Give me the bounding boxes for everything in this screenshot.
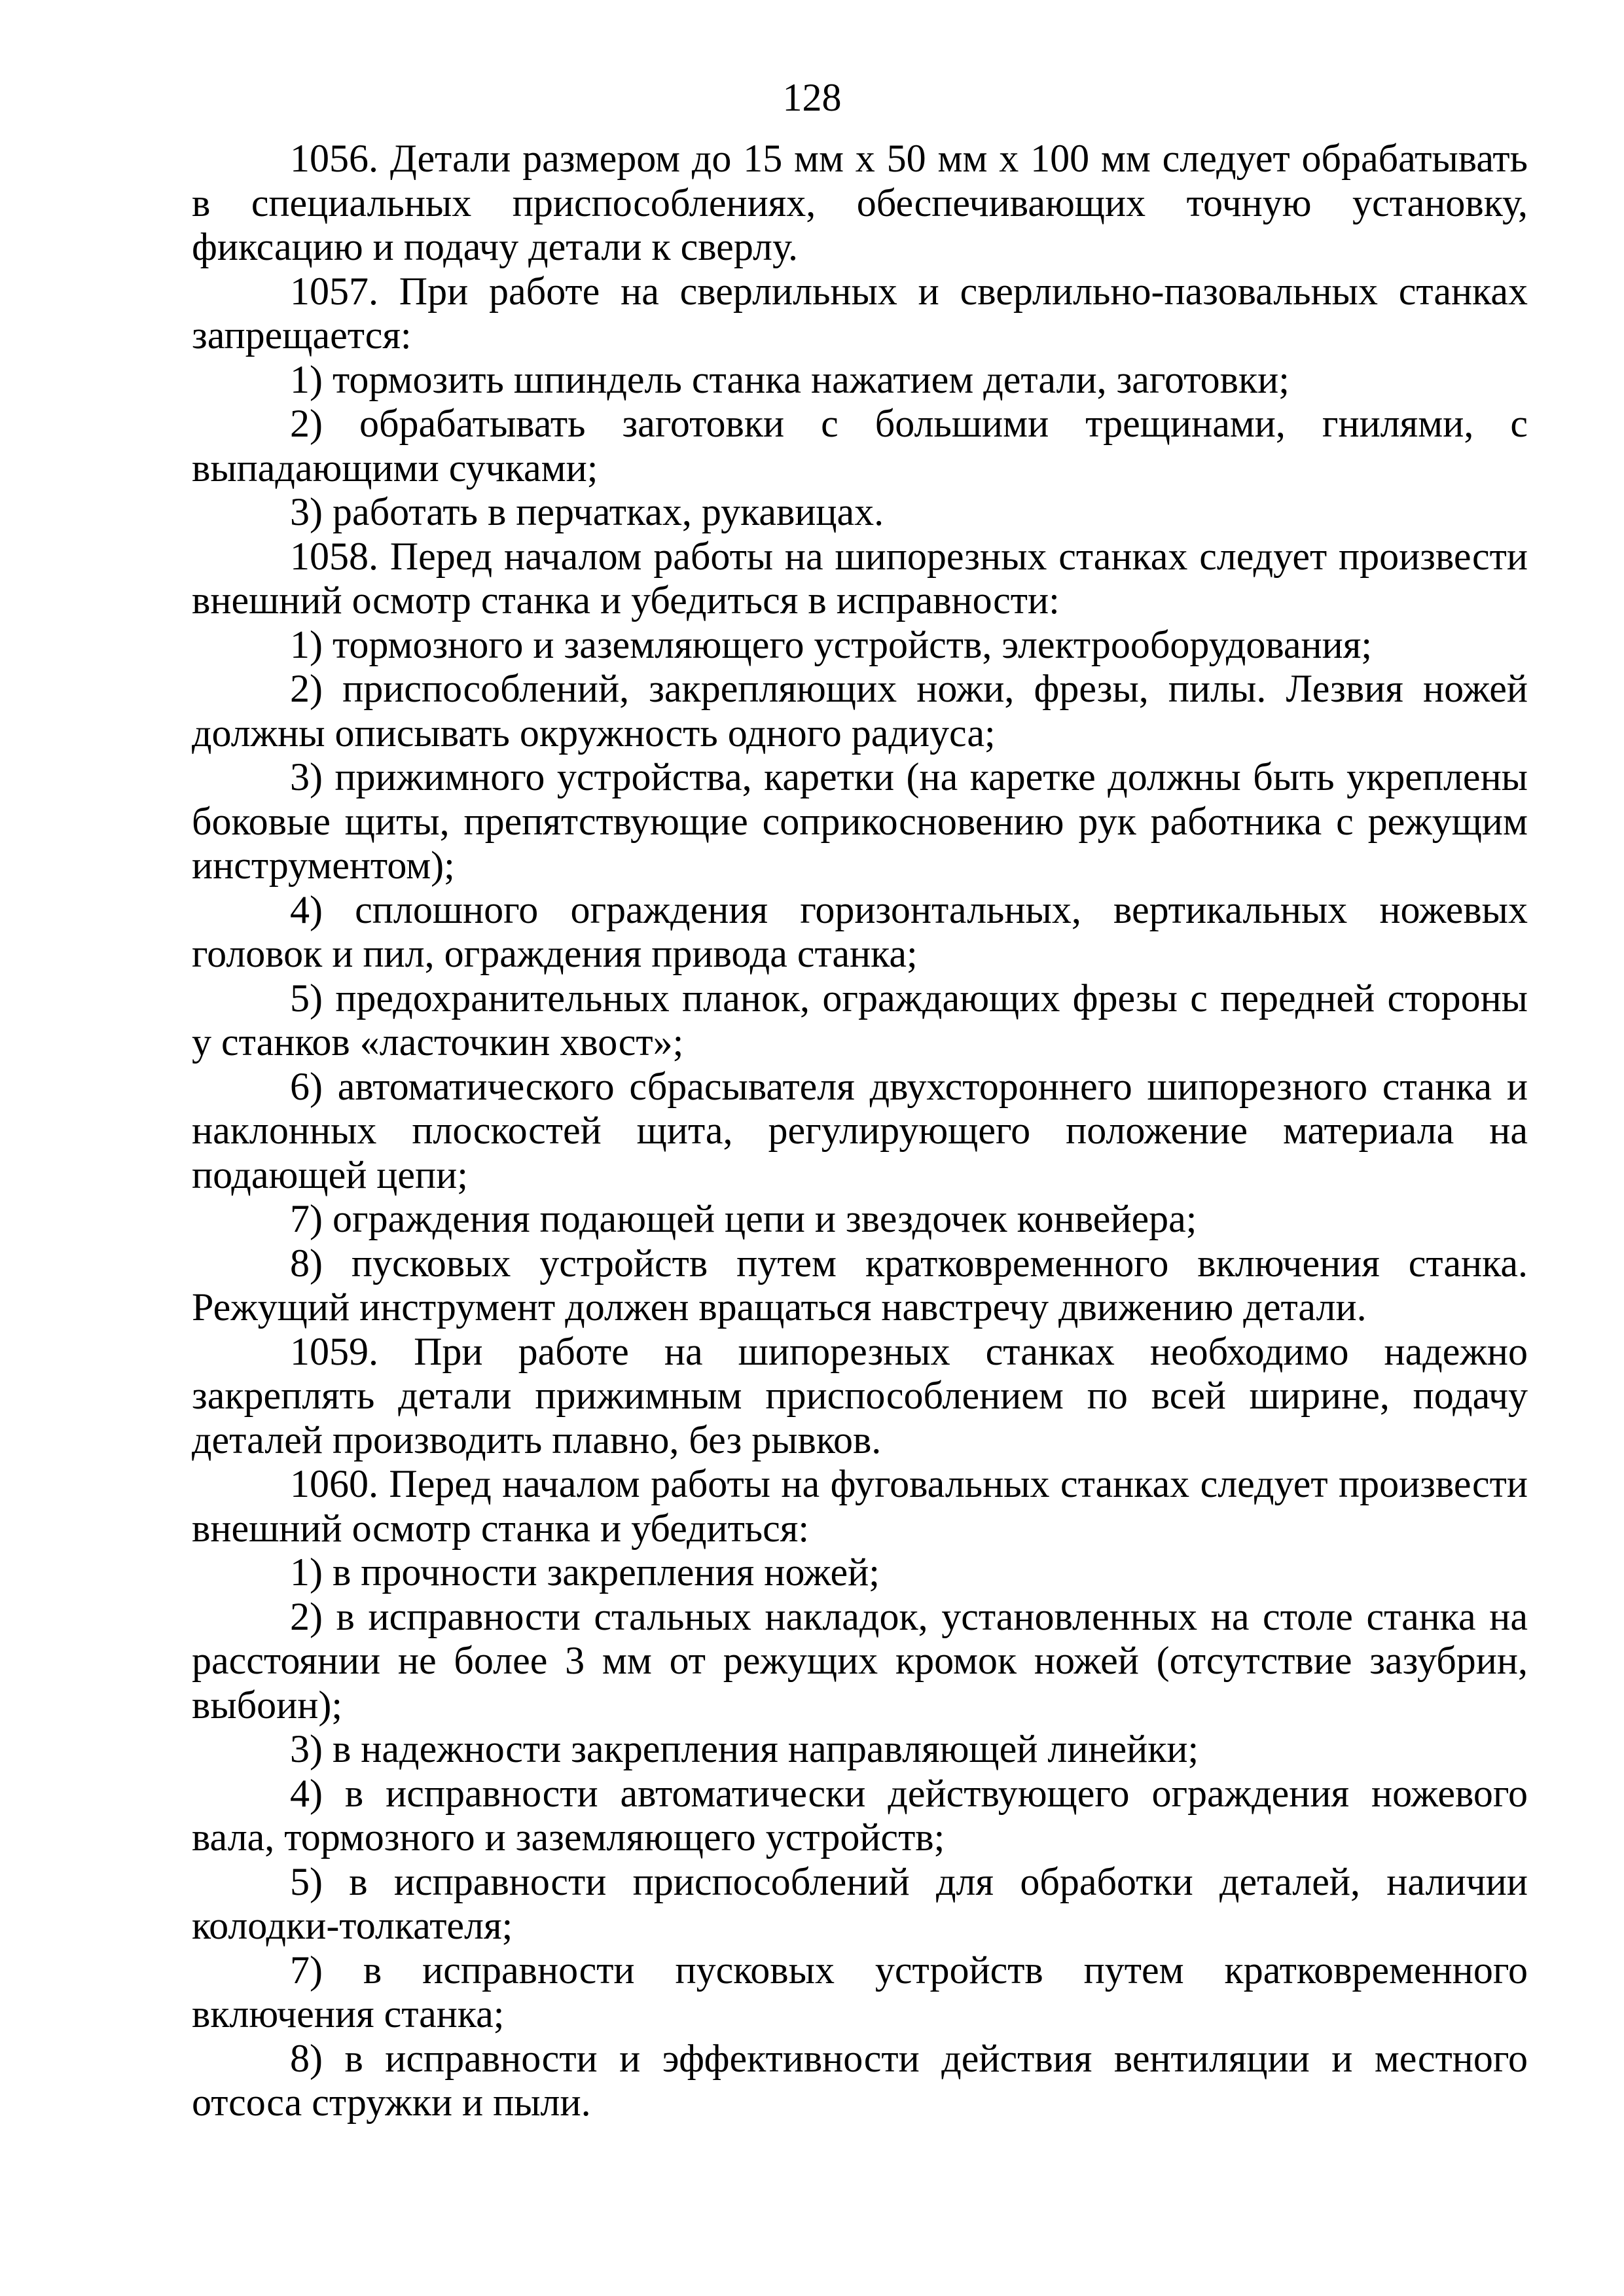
paragraph: 4) в исправности автоматически действующего ограждения ножевого вала, тормозного и заземляющего устройств; [192,1771,1528,1859]
paragraph: 1060. Перед началом работы на фуговальных станках следует произвести внешний осмотр станка и убедиться: [192,1462,1528,1550]
paragraph: 1056. Детали размером до 15 мм х 50 мм х 100 мм следует обрабатывать в специальных приспособлениях, обеспечивающих точную установку, фиксацию и подачу детали к сверлу. [192,137,1528,268]
paragraph: 1059. При работе на шипорезных станках необходимо надежно закреплять детали прижимным приспособлением по всей ширине, подачу деталей производить плавно, без рывков. [192,1329,1528,1462]
paragraph: 3) работать в перчатках, рукавицах. [290,490,884,533]
paragraph: 2) обрабатывать заготовки с большими трещинами, гнилями, с выпадающими сучками; [192,402,1528,490]
paragraph: 7) ограждения подающей цепи и звездочек конвейера; [290,1197,1197,1240]
paragraph: 3) в надежности закрепления направляющей линейки; [290,1727,1199,1770]
paragraph: 1058. Перед началом работы на шипорезных станках следует произвести внешний осмотр станка и убедиться в исправности: [192,534,1528,622]
paragraph: 8) в исправности и эффективности действия вентиляции и местного отсоса стружки и пыли. [192,2036,1528,2124]
paragraph: 1) тормозить шпиндель станка нажатием детали, заготовки; [290,357,1290,401]
paragraph: 1057. При работе на сверлильных и сверлильно-пазовальных станках запрещается: [192,269,1528,357]
paragraph: 4) сплошного ограждения горизонтальных, вертикальных ножевых головок и пил, ограждения привода станка; [192,888,1528,975]
paragraph: 8) пусковых устройств путем кратковременного включения станка. Режущий инструмент должен вращаться навстречу движению детали. [192,1241,1528,1329]
paragraph: 2) в исправности стальных накладок, установленных на столе станка на расстоянии не более 3 мм от режущих кромок ножей (отсутствие зазубрин, выбоин); [192,1594,1528,1727]
paragraph: 3) прижимного устройства, каретки (на каретке должны быть укреплены боковые щиты, препятствующие соприкосновению рук работника с режущим инструментом); [192,755,1528,887]
paragraph: 7) в исправности пусковых устройств путем кратковременного включения станка; [192,1948,1528,2036]
page-number: 128 [782,76,842,119]
paragraph: 5) предохранительных планок, ограждающих фрезы с передней стороны у станков «ласточкин хвост»; [192,976,1528,1064]
paragraph: 2) приспособлений, закрепляющих ножи, фрезы, пилы. Лезвия ножей должны описывать окружность одного радиуса; [192,667,1528,755]
paragraph: 6) автоматического сбрасывателя двухстороннего шипорезного станка и наклонных плоскостей щита, регулирующего положение материала на подающей цепи; [192,1064,1528,1196]
paragraph: 1) в прочности закрепления ножей; [290,1551,880,1594]
paragraph: 1) тормозного и заземляющего устройств, электрооборудования; [290,622,1373,666]
paragraph: 5) в исправности приспособлений для обработки деталей, наличии колодки-толкателя; [192,1859,1528,1947]
document-body [192,137,1528,2125]
